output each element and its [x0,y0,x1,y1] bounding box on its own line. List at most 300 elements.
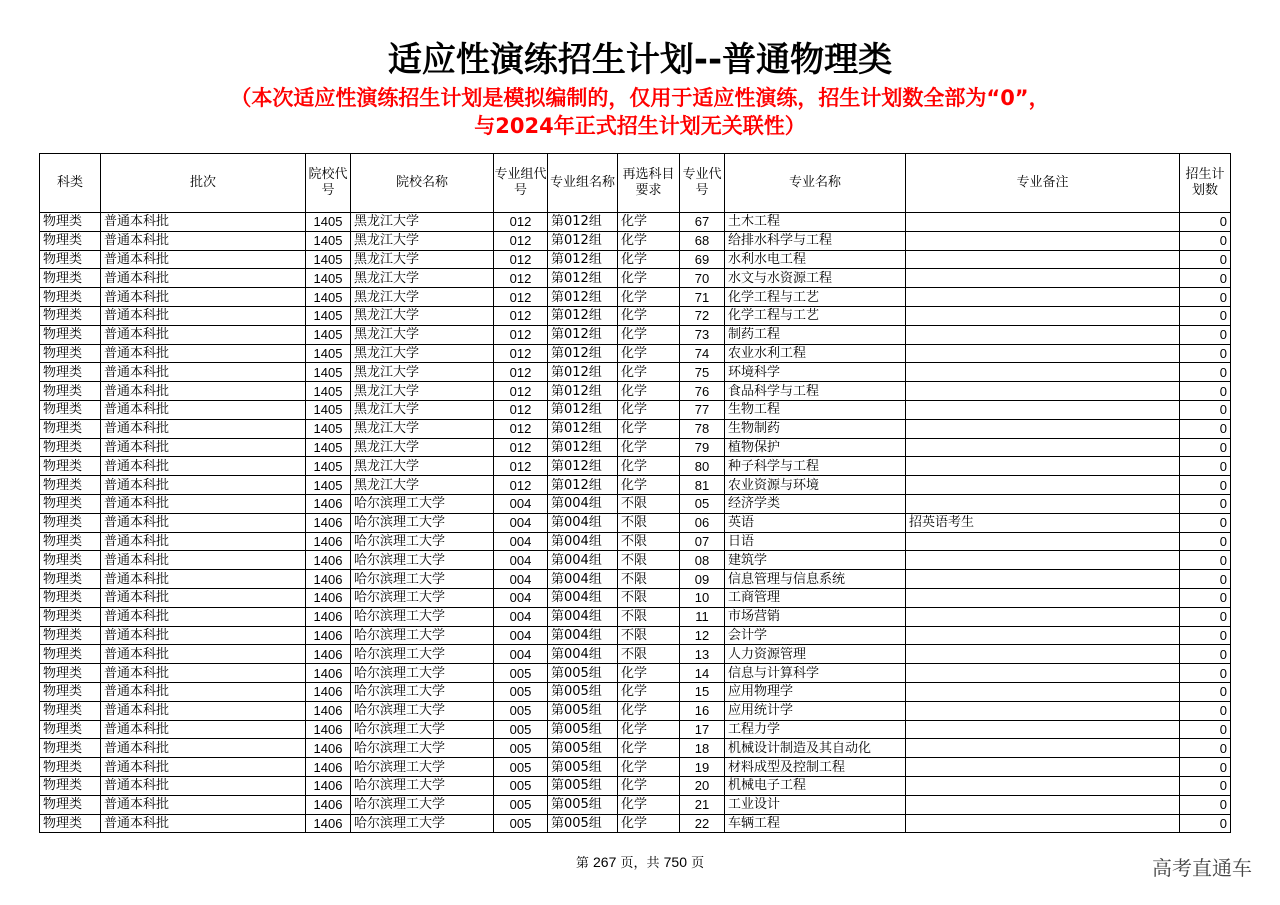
school-code-cell: 1406 [306,739,351,758]
plan-count-cell: 0 [1180,682,1231,701]
batch-cell: 普通本科批 [101,701,306,720]
table-row [40,758,1231,777]
group-code-cell: 012 [494,306,548,325]
subject-requirement-cell: 化学 [618,325,680,344]
subject-requirement-cell: 化学 [618,457,680,476]
plan-count-cell: 0 [1180,494,1231,513]
school-name-cell: 黑龙江大学 [351,306,494,325]
school-code-cell: 1406 [306,682,351,701]
subject-cell: 物理类 [40,664,101,683]
major-name-cell: 化学工程与工艺 [725,288,906,307]
school-code-cell: 1406 [306,795,351,814]
school-name-cell: 黑龙江大学 [351,213,494,232]
batch-cell: 普通本科批 [101,570,306,589]
major-note-cell [906,306,1180,325]
major-name-cell: 机械电子工程 [725,776,906,795]
group-name-cell: 第005组 [548,814,618,833]
major-code-cell: 09 [680,570,725,589]
plan-count-cell: 0 [1180,269,1231,288]
major-name-cell: 给排水科学与工程 [725,231,906,250]
batch-cell: 普通本科批 [101,532,306,551]
subject-requirement-cell: 化学 [618,250,680,269]
major-note-cell [906,325,1180,344]
plan-count-cell: 0 [1180,325,1231,344]
table-row [40,570,1231,589]
major-name-cell: 材料成型及控制工程 [725,758,906,777]
school-name-cell: 黑龙江大学 [351,250,494,269]
subject-cell: 物理类 [40,325,101,344]
batch-cell: 普通本科批 [101,213,306,232]
plan-count-cell: 0 [1180,457,1231,476]
school-name-cell: 哈尔滨理工大学 [351,664,494,683]
school-code-cell: 1405 [306,231,351,250]
school-name-cell: 黑龙江大学 [351,419,494,438]
school-name-cell: 哈尔滨理工大学 [351,626,494,645]
table-row [40,213,1231,232]
major-code-cell: 16 [680,701,725,720]
footer-middle: 页，共 [616,856,664,871]
group-code-cell: 004 [494,607,548,626]
plan-count-cell: 0 [1180,701,1231,720]
school-name-cell: 哈尔滨理工大学 [351,494,494,513]
subject-requirement-cell: 化学 [618,720,680,739]
major-note-cell [906,288,1180,307]
school-code-cell: 1405 [306,419,351,438]
major-name-cell: 工程力学 [725,720,906,739]
major-name-cell: 化学工程与工艺 [725,306,906,325]
batch-cell: 普通本科批 [101,325,306,344]
major-note-cell [906,776,1180,795]
major-code-cell: 15 [680,682,725,701]
header-cell: 院校名称 [351,154,494,213]
batch-cell: 普通本科批 [101,419,306,438]
table-body [40,213,1231,833]
school-code-cell: 1405 [306,438,351,457]
group-name-cell: 第012组 [548,457,618,476]
school-name-cell: 黑龙江大学 [351,269,494,288]
group-name-cell: 第004组 [548,513,618,532]
school-code-cell: 1406 [306,776,351,795]
major-note-cell [906,588,1180,607]
current-page-number: 267 [593,854,617,870]
group-code-cell: 012 [494,363,548,382]
group-code-cell: 012 [494,382,548,401]
major-name-cell: 车辆工程 [725,814,906,833]
major-code-cell: 81 [680,476,725,495]
school-name-cell: 黑龙江大学 [351,231,494,250]
major-code-cell: 06 [680,513,725,532]
subject-cell: 物理类 [40,419,101,438]
group-name-cell: 第004组 [548,532,618,551]
subject-requirement-cell: 化学 [618,795,680,814]
total-page-count: 750 [663,854,687,870]
table-row [40,476,1231,495]
subject-requirement-cell: 化学 [618,344,680,363]
major-name-cell: 会计学 [725,626,906,645]
group-name-cell: 第005组 [548,701,618,720]
table-row [40,626,1231,645]
subject-cell: 物理类 [40,551,101,570]
subject-cell: 物理类 [40,645,101,664]
table-row [40,701,1231,720]
group-code-cell: 005 [494,776,548,795]
major-name-cell: 生物工程 [725,400,906,419]
group-name-cell: 第012组 [548,363,618,382]
table-row [40,532,1231,551]
school-code-cell: 1406 [306,645,351,664]
major-note-cell [906,363,1180,382]
subject-cell: 物理类 [40,344,101,363]
group-name-cell: 第012组 [548,382,618,401]
batch-cell: 普通本科批 [101,231,306,250]
group-code-cell: 005 [494,814,548,833]
batch-cell: 普通本科批 [101,344,306,363]
major-name-cell: 英语 [725,513,906,532]
school-code-cell: 1406 [306,758,351,777]
notice-line-1: （本次适应性演练招生计划是模拟编制的，仅用于适应性演练，招生计划数全部为“0”， [230,86,1050,110]
major-code-cell: 67 [680,213,725,232]
header-cell: 专业组代号 [494,154,548,213]
batch-cell: 普通本科批 [101,626,306,645]
plan-count-cell: 0 [1180,607,1231,626]
major-note-cell [906,344,1180,363]
school-code-cell: 1406 [306,532,351,551]
major-code-cell: 10 [680,588,725,607]
table-row [40,739,1231,758]
group-code-cell: 005 [494,720,548,739]
header-cell: 再选科目要求 [618,154,680,213]
group-code-cell: 004 [494,570,548,589]
subject-requirement-cell: 化学 [618,814,680,833]
group-name-cell: 第004组 [548,588,618,607]
major-code-cell: 12 [680,626,725,645]
major-name-cell: 制药工程 [725,325,906,344]
subject-cell: 物理类 [40,814,101,833]
subject-cell: 物理类 [40,532,101,551]
batch-cell: 普通本科批 [101,513,306,532]
major-note-cell [906,607,1180,626]
batch-cell: 普通本科批 [101,363,306,382]
plan-count-cell: 0 [1180,532,1231,551]
batch-cell: 普通本科批 [101,494,306,513]
group-name-cell: 第005组 [548,758,618,777]
subject-cell: 物理类 [40,494,101,513]
major-name-cell: 日语 [725,532,906,551]
plan-count-cell: 0 [1180,419,1231,438]
major-note-cell [906,701,1180,720]
table-row [40,457,1231,476]
table-row [40,231,1231,250]
subject-cell: 物理类 [40,306,101,325]
group-code-cell: 004 [494,494,548,513]
subject-requirement-cell: 化学 [618,758,680,777]
major-note-cell [906,814,1180,833]
plan-count-cell: 0 [1180,645,1231,664]
table-row [40,419,1231,438]
school-code-cell: 1405 [306,457,351,476]
major-note-cell [906,476,1180,495]
major-name-cell: 生物制药 [725,419,906,438]
plan-count-cell: 0 [1180,231,1231,250]
header-cell: 专业名称 [725,154,906,213]
group-name-cell: 第012组 [548,400,618,419]
major-note-cell [906,664,1180,683]
group-name-cell: 第005组 [548,739,618,758]
school-code-cell: 1406 [306,720,351,739]
plan-count-cell: 0 [1180,739,1231,758]
footer-prefix: 第 [575,856,593,871]
group-name-cell: 第005组 [548,795,618,814]
school-code-cell: 1405 [306,269,351,288]
subject-cell: 物理类 [40,438,101,457]
major-name-cell: 土木工程 [725,213,906,232]
major-code-cell: 73 [680,325,725,344]
subject-cell: 物理类 [40,513,101,532]
subject-requirement-cell: 化学 [618,476,680,495]
subject-requirement-cell: 不限 [618,494,680,513]
school-code-cell: 1405 [306,306,351,325]
school-name-cell: 黑龙江大学 [351,476,494,495]
major-note-cell [906,213,1180,232]
subject-requirement-cell: 化学 [618,776,680,795]
major-note-cell [906,532,1180,551]
school-name-cell: 黑龙江大学 [351,400,494,419]
major-name-cell: 应用物理学 [725,682,906,701]
school-code-cell: 1406 [306,513,351,532]
document-title: 适应性演练招生计划--普通物理类 [387,40,893,80]
plan-count-cell: 0 [1180,438,1231,457]
plan-count-cell: 0 [1180,776,1231,795]
group-code-cell: 004 [494,513,548,532]
major-note-cell [906,682,1180,701]
group-code-cell: 012 [494,438,548,457]
group-name-cell: 第012组 [548,288,618,307]
school-name-cell: 黑龙江大学 [351,438,494,457]
group-name-cell: 第012组 [548,325,618,344]
group-code-cell: 005 [494,682,548,701]
major-name-cell: 建筑学 [725,551,906,570]
batch-cell: 普通本科批 [101,739,306,758]
subject-requirement-cell: 化学 [618,269,680,288]
group-code-cell: 004 [494,645,548,664]
school-name-cell: 黑龙江大学 [351,288,494,307]
batch-cell: 普通本科批 [101,758,306,777]
group-code-cell: 005 [494,664,548,683]
school-name-cell: 黑龙江大学 [351,363,494,382]
major-note-cell: 招英语考生 [906,513,1180,532]
major-note-cell [906,438,1180,457]
major-note-cell [906,720,1180,739]
table-header-row [40,154,1231,213]
group-code-cell: 012 [494,344,548,363]
school-code-cell: 1405 [306,325,351,344]
group-code-cell: 004 [494,532,548,551]
school-code-cell: 1406 [306,551,351,570]
major-code-cell: 19 [680,758,725,777]
major-code-cell: 68 [680,231,725,250]
header-cell: 院校代号 [306,154,351,213]
table-row [40,588,1231,607]
plan-count-cell: 0 [1180,758,1231,777]
school-code-cell: 1406 [306,607,351,626]
major-name-cell: 种子科学与工程 [725,457,906,476]
batch-cell: 普通本科批 [101,457,306,476]
group-code-cell: 012 [494,288,548,307]
subject-requirement-cell: 不限 [618,570,680,589]
major-name-cell: 市场营销 [725,607,906,626]
subject-requirement-cell: 化学 [618,231,680,250]
subject-cell: 物理类 [40,476,101,495]
major-note-cell [906,494,1180,513]
group-name-cell: 第005组 [548,682,618,701]
group-name-cell: 第012组 [548,344,618,363]
table-row [40,363,1231,382]
major-code-cell: 77 [680,400,725,419]
major-name-cell: 经济学类 [725,494,906,513]
major-name-cell: 农业水利工程 [725,344,906,363]
group-name-cell: 第004组 [548,494,618,513]
plan-count-cell: 0 [1180,250,1231,269]
batch-cell: 普通本科批 [101,382,306,401]
group-name-cell: 第012组 [548,306,618,325]
school-code-cell: 1406 [306,626,351,645]
group-name-cell: 第005组 [548,776,618,795]
group-name-cell: 第004组 [548,570,618,589]
major-note-cell [906,231,1180,250]
major-code-cell: 17 [680,720,725,739]
major-code-cell: 79 [680,438,725,457]
school-name-cell: 哈尔滨理工大学 [351,795,494,814]
subject-requirement-cell: 不限 [618,645,680,664]
group-code-cell: 012 [494,231,548,250]
major-code-cell: 71 [680,288,725,307]
group-code-cell: 012 [494,269,548,288]
plan-count-cell: 0 [1180,795,1231,814]
major-note-cell [906,551,1180,570]
subject-requirement-cell: 化学 [618,306,680,325]
group-code-cell: 005 [494,701,548,720]
table-row [40,250,1231,269]
major-code-cell: 14 [680,664,725,683]
header-cell: 科类 [40,154,101,213]
major-code-cell: 70 [680,269,725,288]
school-code-cell: 1405 [306,363,351,382]
group-code-cell: 012 [494,457,548,476]
school-code-cell: 1406 [306,664,351,683]
batch-cell: 普通本科批 [101,400,306,419]
major-note-cell [906,626,1180,645]
subject-requirement-cell: 不限 [618,532,680,551]
major-code-cell: 78 [680,419,725,438]
school-code-cell: 1405 [306,476,351,495]
group-name-cell: 第012组 [548,269,618,288]
school-code-cell: 1405 [306,213,351,232]
major-code-cell: 76 [680,382,725,401]
major-name-cell: 食品科学与工程 [725,382,906,401]
header-cell: 批次 [101,154,306,213]
subject-requirement-cell: 化学 [618,701,680,720]
major-note-cell [906,419,1180,438]
group-code-cell: 004 [494,588,548,607]
group-code-cell: 004 [494,626,548,645]
group-code-cell: 005 [494,758,548,777]
school-name-cell: 黑龙江大学 [351,457,494,476]
school-name-cell: 黑龙江大学 [351,325,494,344]
major-note-cell [906,795,1180,814]
subject-requirement-cell: 化学 [618,213,680,232]
subject-requirement-cell: 化学 [618,682,680,701]
major-code-cell: 05 [680,494,725,513]
subject-cell: 物理类 [40,776,101,795]
subject-requirement-cell: 化学 [618,419,680,438]
major-code-cell: 11 [680,607,725,626]
group-code-cell: 005 [494,795,548,814]
plan-count-cell: 0 [1180,363,1231,382]
table-row [40,814,1231,833]
batch-cell: 普通本科批 [101,664,306,683]
subject-requirement-cell: 不限 [618,626,680,645]
major-name-cell: 人力资源管理 [725,645,906,664]
major-name-cell: 水利水电工程 [725,250,906,269]
plan-count-cell: 0 [1180,306,1231,325]
major-name-cell: 农业资源与环境 [725,476,906,495]
group-name-cell: 第012组 [548,419,618,438]
plan-count-cell: 0 [1180,344,1231,363]
batch-cell: 普通本科批 [101,776,306,795]
table-row [40,269,1231,288]
major-name-cell: 机械设计制造及其自动化 [725,739,906,758]
major-code-cell: 18 [680,739,725,758]
major-name-cell: 工业设计 [725,795,906,814]
school-name-cell: 黑龙江大学 [351,344,494,363]
subject-requirement-cell: 化学 [618,400,680,419]
group-code-cell: 012 [494,419,548,438]
subject-requirement-cell: 化学 [618,363,680,382]
school-code-cell: 1406 [306,588,351,607]
group-name-cell: 第012组 [548,476,618,495]
school-name-cell: 哈尔滨理工大学 [351,776,494,795]
school-code-cell: 1406 [306,701,351,720]
group-name-cell: 第004组 [548,551,618,570]
header-cell: 招生计划数 [1180,154,1231,213]
major-note-cell [906,457,1180,476]
subject-cell: 物理类 [40,250,101,269]
subject-requirement-cell: 化学 [618,739,680,758]
plan-count-cell: 0 [1180,626,1231,645]
school-name-cell: 哈尔滨理工大学 [351,758,494,777]
major-note-cell [906,645,1180,664]
subject-cell: 物理类 [40,758,101,777]
subject-requirement-cell: 化学 [618,382,680,401]
plan-count-cell: 0 [1180,400,1231,419]
plan-count-cell: 0 [1180,213,1231,232]
enrollment-plan-table [39,153,1231,833]
school-name-cell: 哈尔滨理工大学 [351,739,494,758]
school-code-cell: 1406 [306,814,351,833]
major-name-cell: 环境科学 [725,363,906,382]
plan-count-cell: 0 [1180,382,1231,401]
group-name-cell: 第005组 [548,720,618,739]
batch-cell: 普通本科批 [101,795,306,814]
group-code-cell: 012 [494,400,548,419]
school-name-cell: 哈尔滨理工大学 [351,551,494,570]
school-name-cell: 哈尔滨理工大学 [351,588,494,607]
school-code-cell: 1405 [306,344,351,363]
group-code-cell: 012 [494,325,548,344]
school-name-cell: 哈尔滨理工大学 [351,570,494,589]
group-name-cell: 第012组 [548,438,618,457]
school-code-cell: 1406 [306,570,351,589]
